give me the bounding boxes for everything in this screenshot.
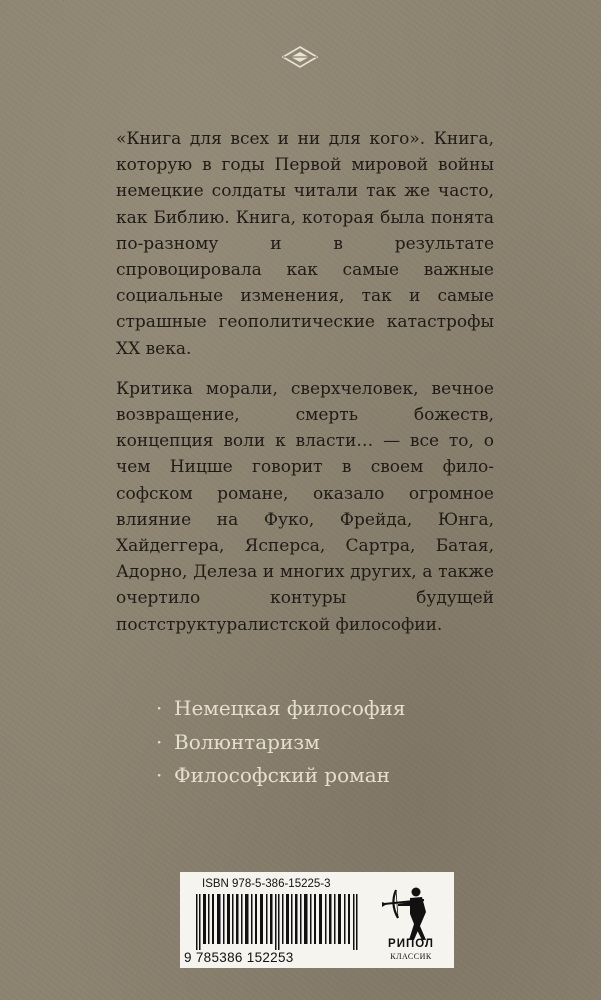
archer-logo-icon	[376, 882, 446, 962]
bullet-icon: ·	[156, 763, 163, 787]
bullet-icon: ·	[156, 729, 163, 754]
isbn-number: ISBN 978-5-386-15225-3	[202, 878, 331, 890]
genre-tag	[156, 726, 406, 760]
bullet-icon: ·	[156, 696, 163, 720]
isbn-label-box	[180, 872, 454, 968]
genre-tag	[156, 692, 406, 726]
genre-tag	[156, 759, 406, 793]
description-paragraph-1: «Книга для всех и ни для кого». Книга, которую в годы Первой мировой войны немецкие солдаты читали так же часто, как Библию. Книга, которая была понята по-разному и в результате спровоцировала как самые важные социальные изменения, так и самые страшные геополитические катастрофы XX века.	[116, 129, 494, 359]
diamond-ornament-icon	[282, 46, 318, 68]
description-paragraph-2: Критика морали, сверхчеловек, вечное возвращение, смерть божеств, концепция воли к власти… — все то, о чем Ницше говорит в своем философском романе, оказало огромное влияние на Фуко, Фрейда, Юнга, Хайдеггера, Ясперса, Сартра, Батая, Адорно, Делеза и многих других, а также очертило контуры будущей постструктуралистской философии.	[116, 378, 494, 635]
description-block	[116, 126, 494, 638]
publisher-name: РИПОЛ	[388, 938, 434, 950]
barcode-icon	[190, 894, 370, 950]
genre-tag-label: Волюнтаризм	[174, 729, 320, 754]
genre-tags-list	[156, 692, 406, 793]
barcode-digits: 9 785386 152253	[184, 950, 294, 965]
genre-tag-label: Философский роман	[174, 763, 390, 787]
genre-tag-label: Немецкая философия	[174, 696, 406, 720]
publisher-subtitle: КЛАССИК	[390, 952, 432, 961]
